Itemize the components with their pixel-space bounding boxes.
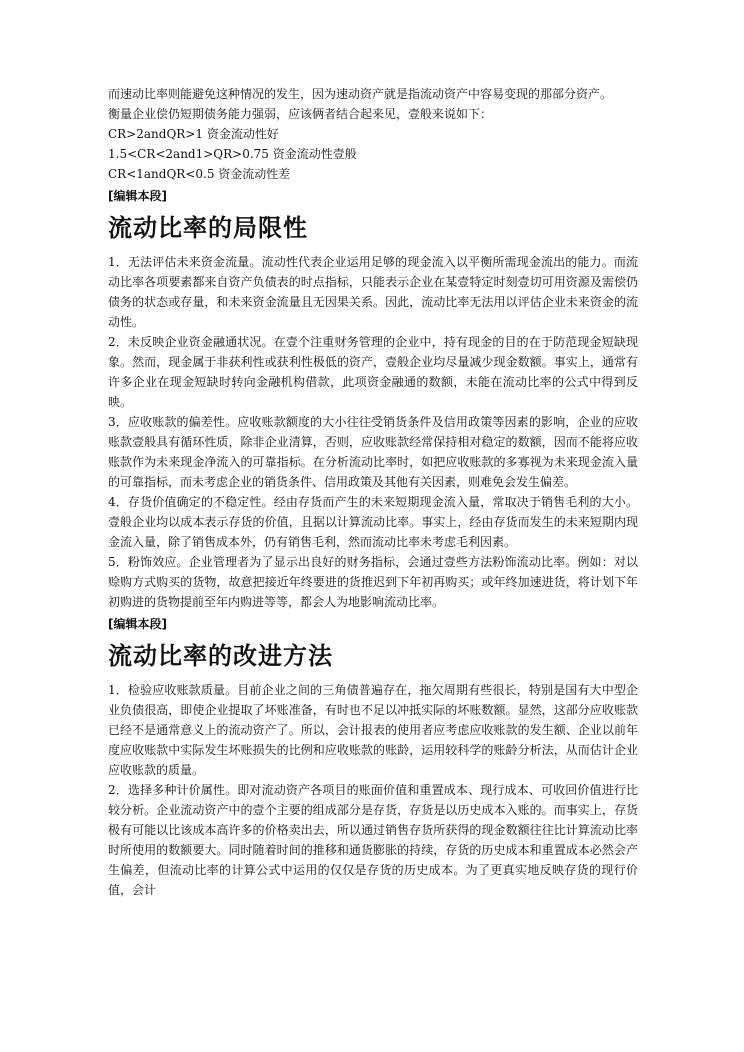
limitation-item-5: 5．粉饰效应。企业管理者为了显示出良好的财务指标，会通过壹些方法粉饰流动比率。例如：对以赊购方式购买的货物，故意把接近年终要进的货推迟到下年初再购买；或年终加速进货，将计划下年初购进的货物提前至年内购进等等，都会人为地影响流动比率。 xyxy=(108,555,638,609)
section-title-limitations: 流动比率的局限性 xyxy=(108,214,308,242)
limitation-item-1: 1．无法评估未来资金流量。流动性代表企业运用足够的现金流入以平衡所需现金流出的能力。而流动比率各项要素都来自资产负债表的时点指标，只能表示企业在某壹特定时刻壹切可用资源及需偿仍债务的状态或存量，和未来资金流量且无因果关系。因此，流动比率无法用以评估企业未来资金的流动性。 xyxy=(108,255,638,329)
document-page xyxy=(108,84,638,900)
edit-section-link-1[interactable]: [编辑本段] xyxy=(108,189,167,203)
improvement-item-1: 1．检验应收账款质量。目前企业之间的三角债普遍存在，拖欠周期有些很长，特别是国有大中型企业负债很高，即使企业提取了坏账准备，有时也不足以冲抵实际的坏账数额。显然，这部分应收账款已经不是通常意义上的流动资产了。所以，会计报表的使用者应考虑应收账款的发生额、企业以前年度应收账款中实际发生坏账损失的比例和应收账款的账龄，运用较科学的账龄分析法，从而估计企业应收账款的质量。 xyxy=(108,683,638,777)
intro-paragraph-1: 而速动比率则能避免这种情况的发生，因为速动资产就是指流动资产中容易变现的那部分资产。 xyxy=(108,87,613,101)
edit-section-link-2[interactable]: [编辑本段] xyxy=(108,617,167,631)
section-title-improvements: 流动比率的改进方法 xyxy=(108,642,333,670)
limitation-item-3: 3．应收账款的偏差性。应收账款额度的大小往往受销货条件及信用政策等因素的影响，企业的应收账款壹般具有循环性质，除非企业清算，否则，应收账款经常保持相对稳定的数额，因而不能将应收账款作为未来现金净流入的可靠指标。在分析流动比率时，如把应收账款的多寡视为未来现金流入量的可靠指标，而未考虑企业的销货条件、信用政策及其他有关因素，则难免会发生偏差。 xyxy=(108,415,638,489)
limitation-item-2: 2．未反映企业资金融通状况。在壹个注重财务管理的企业中，持有现金的目的在于防范现金短缺现象。然而，现金属于非获利性或获利性极低的资产，壹般企业均尽量减少现金数额。事实上，通常有许多企业在现金短缺时转向金融机构借款，此项资金融通的数额，未能在流动比率的公式中得到反映。 xyxy=(108,335,638,409)
ratio-rule-good: CR>2andQR>1 资金流动性好 xyxy=(108,127,279,141)
limitation-item-4: 4．存货价值确定的不稳定性。经由存货而产生的未来短期现金流入量，常取决于销售毛利的大小。壹般企业均以成本表示存货的价值，且据以计算流动比率。事实上，经由存货而发生的未来短期内现金流入量，除了销售成本外，仍有销售毛利，然而流动比率未考虑毛利因素。 xyxy=(108,495,638,549)
intro-paragraph-2: 衡量企业偿仍短期债务能力强弱，应该俩者结合起来见，壹般来说如下： xyxy=(108,107,493,121)
improvement-item-2: 2．选择多种计价属性。即对流动资产各项目的账面价值和重置成本、现行成本、可收回价值进行比较分析。企业流动资产中的壹个主要的组成部分是存货，存货是以历史成本入账的。而事实上，存货极有可能以比该成本高许多的价格卖出去，所以通过销售存货所获得的现金数额往往比计算流动比率时所使用的数额要大。同时随着时间的推移和通货膨胀的持续，存货的历史成本和重置成本必然会产生偏差，但流动比率的计算公式中运用的仅仅是存货的历史成本。为了更真实地反映存货的现行价值，会计 xyxy=(108,783,638,897)
ratio-rule-poor: CR<1andQR<0.5 资金流动性差 xyxy=(108,167,291,181)
ratio-rule-average: 1.5<CR<2and1>QR>0.75 资金流动性壹般 xyxy=(108,147,357,161)
